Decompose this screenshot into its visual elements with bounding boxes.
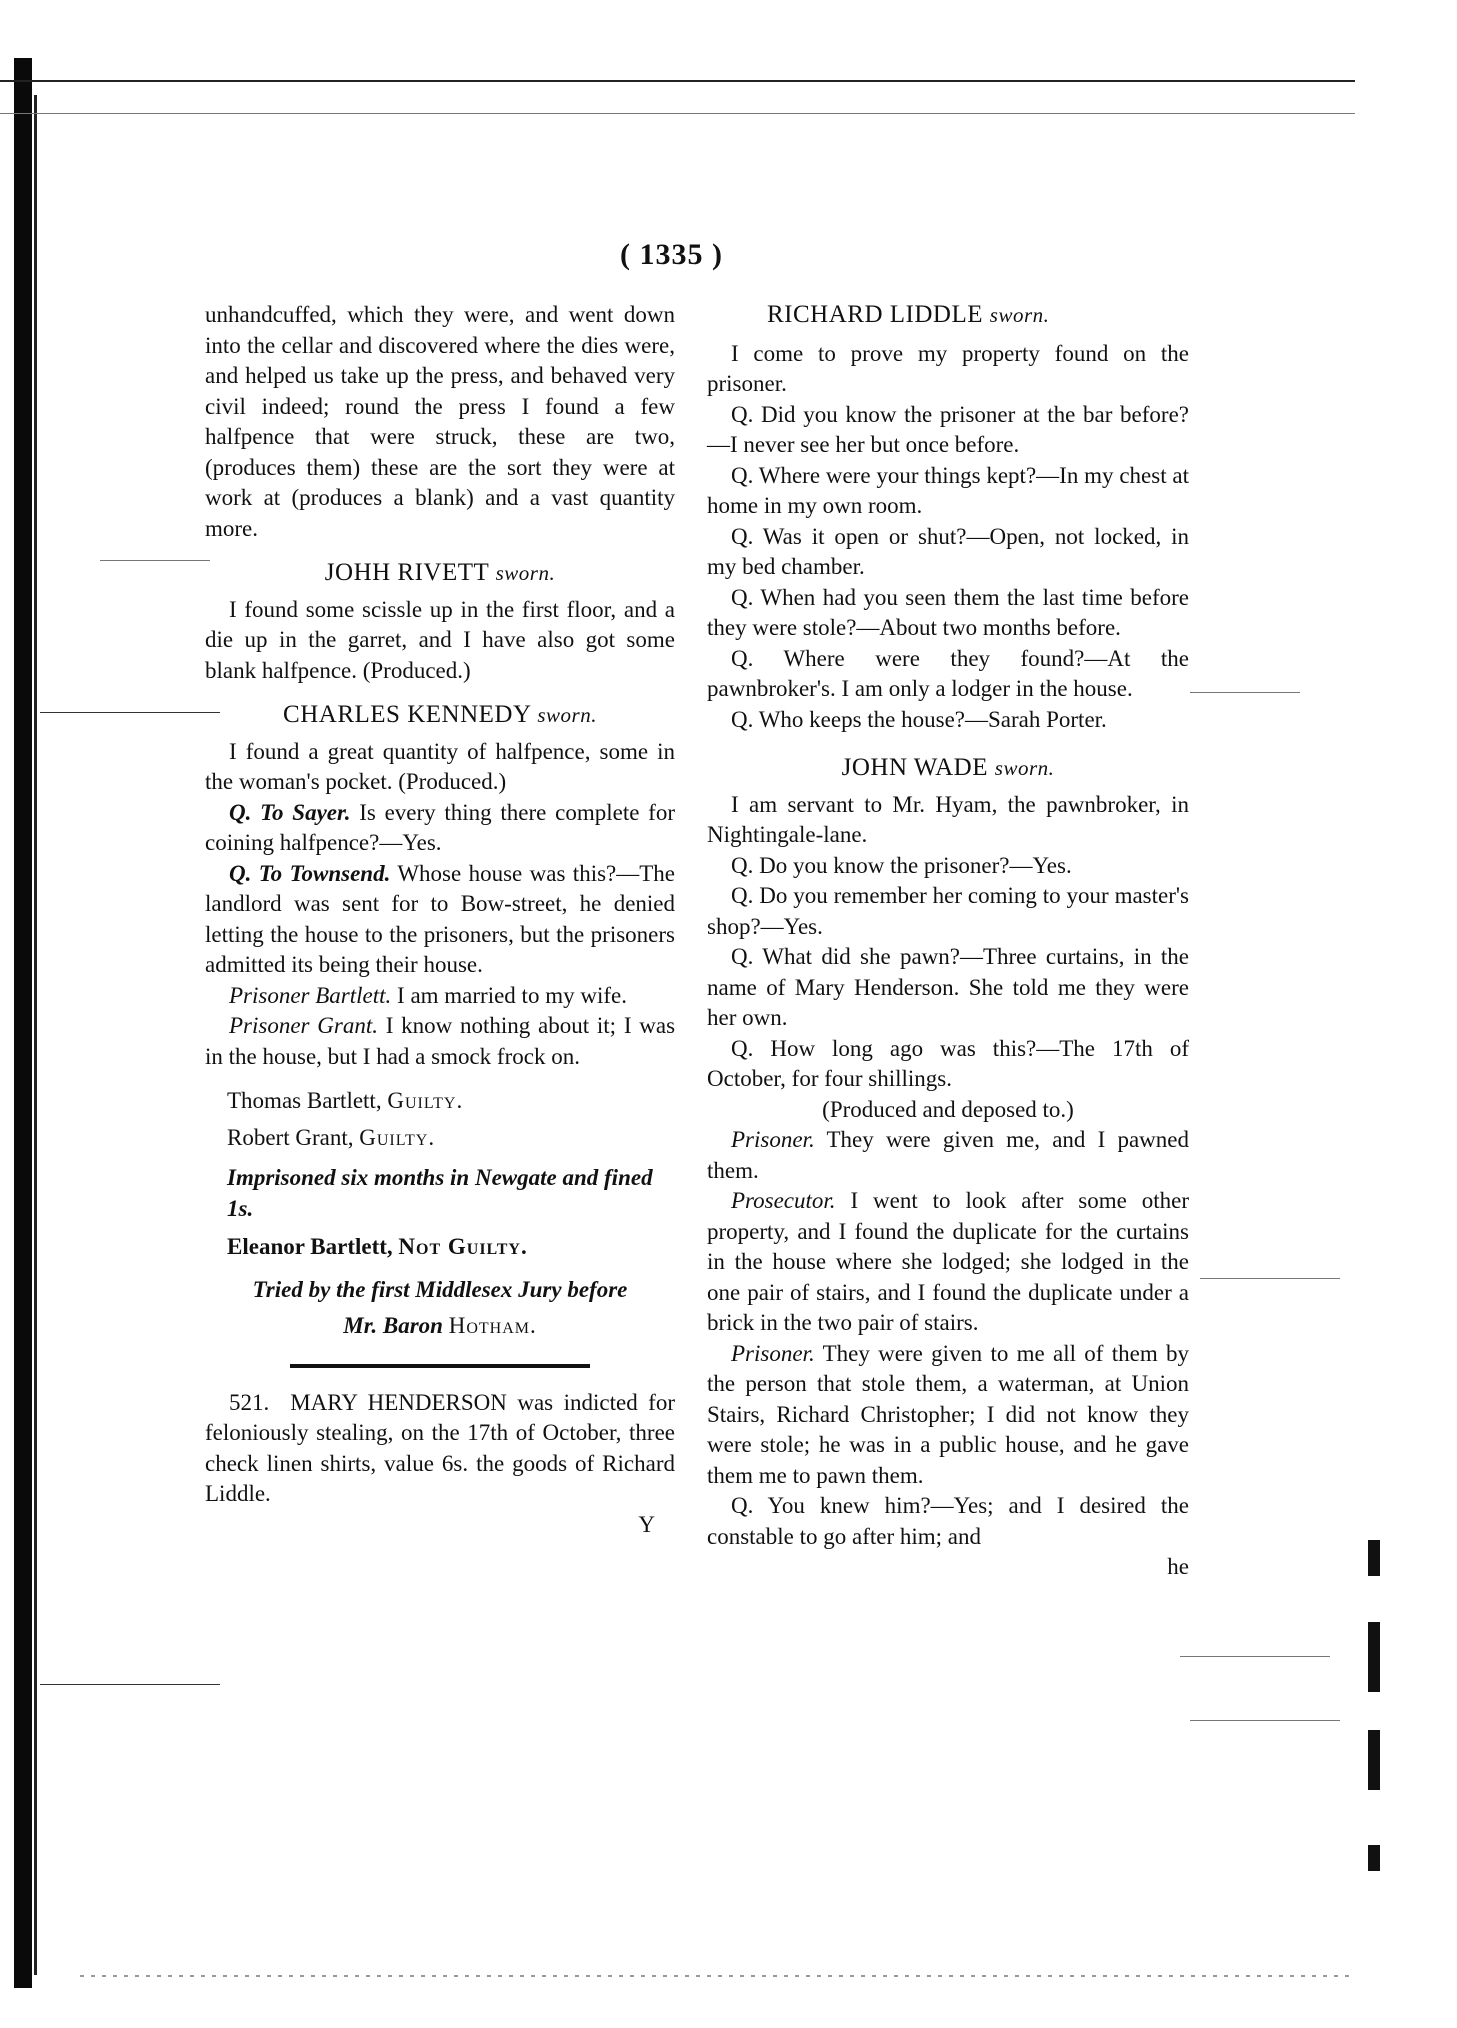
catchword: he [1167,1554,1189,1579]
prosecutor-statement [707,1186,1189,1339]
verdict-robert-grant [227,1123,675,1154]
speaker-label: Prisoner Grant. [229,1013,378,1038]
verdict-text: Guilty. [387,1088,464,1113]
case-text: MARY HENDERSON was indicted for feloniously stealing, on the 17th of October, three check linen shirts, value 6s. the goods of Richard Liddle. [205,1389,675,1506]
wade-line-3: Q. Do you remember her coming to your master's shop?—Yes. [707,883,1189,939]
liddle-line-5: Q. When had you seen them the last time before they were stole?—About two months before. [707,584,1189,640]
prisoner-statement-1 [707,1125,1189,1186]
scan-bar-mark [1368,1845,1380,1871]
question-to-townsend [205,859,675,981]
scan-mark [100,560,210,561]
kennedy-testimony: I found a great quantity of halfpence, some in the woman's pocket. (Produced.) [205,738,675,794]
final-question: Q. You knew him?—Yes; and I desired the constable to go after him; and [707,1493,1189,1549]
scan-second-rule [0,113,1355,114]
sworn-label: sworn. [537,703,597,727]
prisoner-grant-statement [205,1011,675,1072]
left-column [205,300,675,1540]
witness-heading-rivett [205,558,675,589]
scan-bar-mark [1368,1540,1380,1576]
judge-title: Mr. Baron [343,1313,443,1338]
prisoner-statement-2 [707,1339,1189,1492]
scan-mark [1200,1278,1340,1279]
jury-note-line1: Tried by the first Middlesex Jury before [252,1276,628,1302]
liddle-line-3: Q. Where were your things kept?—In my chest at home in my own room. [707,462,1189,518]
scan-mark [1180,1656,1330,1657]
opening-paragraph: unhandcuffed, which they were, and went down into the cellar and discovered where the dies were, and helped us take up the press, and behaved very civil indeed; round the press I found a few halfpence that were struck, these are two, (produces them) these are the sort they were at work at (produces a blank) and a vast quantity more. [205,302,675,541]
liddle-line-7: Q. Who keeps the house?—Sarah Porter. [731,706,1107,732]
verdict-text: Not Guilty. [398,1234,528,1259]
liddle-line-1: I come to prove my property found on the prisoner. [707,340,1189,396]
witness-name: JOHH RIVETT [324,559,489,586]
scan-bar-mark [1368,1622,1380,1692]
scan-bottom-noise [80,1975,1350,1977]
verdict-thomas-bartlett [227,1086,675,1117]
sworn-label: sworn. [495,561,556,585]
witness-heading-liddle [767,300,1189,331]
case-number: 521. [229,1389,270,1415]
question-to-sayer [205,798,675,859]
speaker-label: Prisoner. [731,1340,815,1366]
binding-edge [14,58,32,1988]
wade-line-2: Q. Do you know the prisoner?—Yes. [731,852,1072,878]
verdict-eleanor-bartlett [227,1232,675,1263]
sworn-label: sworn. [989,303,1050,327]
statement-text: I went to look after some other property, and I found the duplicate for the curtains in the house where she lodged; she lodged in the one pair of stairs, and I found the duplicate under a brick in the two pair of stairs. [707,1188,1189,1335]
statement-text: I know nothing about it; I was in the house, but I had a smock frock on. [205,1013,676,1069]
verdict-text: Guilty. [359,1124,436,1150]
page-number: ( 1335 ) [620,238,723,271]
question-text: Whose house was this?—The landlord was sent for to Bow-street, he denied letting the house to the prisoners, but the prisoners admitted its being their house. [205,860,676,977]
scan-mark [40,1684,220,1685]
wade-line-5: Q. How long ago was this?—The 17th of October, for four shillings. [707,1035,1189,1091]
defendant-name: Eleanor Bartlett, [227,1234,393,1259]
judge-name: Hotham. [448,1313,537,1338]
liddle-line-2: Q. Did you know the prisoner at the bar before?—I never see her but once before. [707,401,1189,457]
witness-name: RICHARD LIDDLE [767,301,984,328]
scan-bar-mark [1368,1730,1380,1790]
witness-heading-kennedy [205,700,675,731]
liddle-line-6: Q. Where were they found?—At the pawnbroker's. I am only a lodger in the house. [707,645,1189,701]
witness-name: CHARLES KENNEDY [283,701,531,728]
speaker-label: Prosecutor. [731,1188,836,1213]
right-column [707,300,1189,1583]
jury-note-line2 [205,1311,675,1342]
speaker-label: Prisoner. [731,1127,815,1152]
question-text: Is every thing there complete for coining halfpence?—Yes. [205,799,675,855]
defendant-name: Robert Grant, [227,1124,354,1150]
statement-text: They were given to me all of them by the person that stole them, a waterman, at Union Stairs, Richard Christopher; I did not know they were stole; he was in a public house, and he gave them me to pawn them. [707,1340,1189,1488]
speaker-label: Prisoner Bartlett. [229,982,392,1008]
wade-line-4: Q. What did she pawn?—Three curtains, in the name of Mary Henderson. She told me they were her own. [707,944,1189,1030]
scan-mark [40,712,220,713]
wade-line-1: I am servant to Mr. Hyam, the pawnbroker, in Nightingale-lane. [707,791,1189,847]
scan-mark [1190,692,1300,693]
case-divider-rule [290,1364,590,1368]
liddle-line-4: Q. Was it open or shut?—Open, not locked, in my bed chamber. [707,523,1189,579]
prisoner-bartlett-statement [205,981,675,1012]
defendant-name: Thomas Bartlett, [227,1088,382,1113]
question-prefix: Q. To Townsend. [229,860,391,886]
statement-text: They were given me, and I pawned them. [707,1127,1189,1183]
wade-line-6: (Produced and deposed to.) [822,1096,1074,1122]
sworn-label: sworn. [994,756,1055,780]
question-prefix: Q. To Sayer. [229,799,351,825]
catchword-signature: Y [638,1511,655,1537]
rivett-testimony: I found some scissle up in the first floor, and a die up in the garret, and I have also got some blank halfpence. (Produced.) [205,596,675,683]
sentence-text: Imprisoned six months in Newgate and fined 1s. [227,1165,653,1221]
binding-shadow [34,95,37,1975]
statement-text: I am married to my wife. [397,982,627,1008]
scan-mark [1190,1720,1340,1721]
scan-top-rule [0,80,1355,82]
case-521-indictment [205,1388,675,1510]
witness-heading-wade [707,753,1189,784]
witness-name: JOHN WADE [841,754,989,781]
